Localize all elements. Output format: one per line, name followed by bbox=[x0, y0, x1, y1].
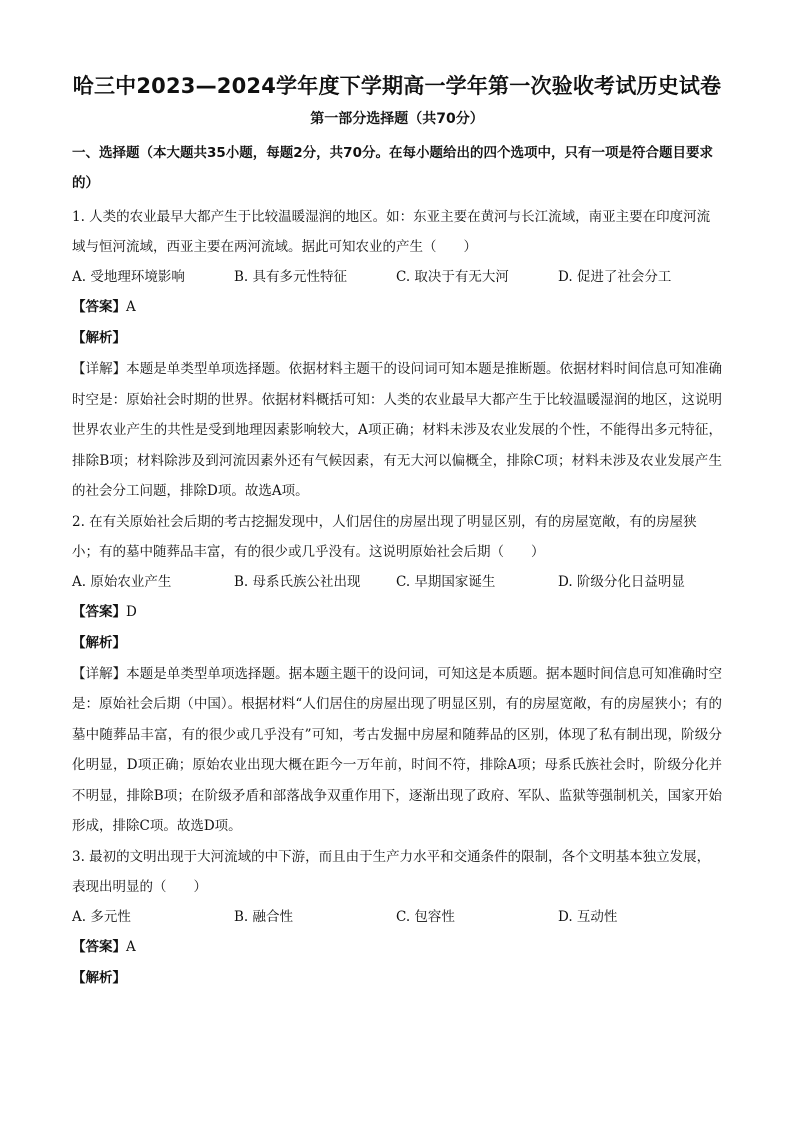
answer-line bbox=[72, 932, 722, 963]
answer-line bbox=[72, 597, 722, 628]
option-d: D. 阶级分化日益明显 bbox=[558, 573, 685, 590]
question-3 bbox=[72, 842, 722, 994]
analysis-label: 【解析】 bbox=[72, 330, 126, 346]
option-b: B. 融合性 bbox=[234, 908, 294, 925]
answer-label: 【答案】 bbox=[72, 299, 126, 315]
option-c: C. 早期国家诞生 bbox=[396, 573, 496, 590]
option-a: A. 原始农业产生 bbox=[72, 573, 172, 590]
option-d: D. 促进了社会分工 bbox=[558, 269, 672, 285]
exam-body bbox=[72, 138, 722, 994]
detail-label: 【详解】 bbox=[72, 361, 127, 377]
question-1 bbox=[72, 202, 722, 507]
answer-value: D bbox=[126, 603, 137, 620]
question-2 bbox=[72, 507, 722, 842]
analysis-line bbox=[72, 963, 722, 994]
option-d: D. 互动性 bbox=[558, 908, 618, 925]
analysis-label: 【解析】 bbox=[72, 634, 126, 651]
answer-value: A bbox=[126, 299, 136, 315]
analysis-line bbox=[72, 628, 722, 659]
detail-text: 本题是单类型单项选择题。依据材料主题干的设问词可知本题是推断题。依据材料时间信息可知准确时空是：原始社会时期的世界。依据材料概括可知：人类的农业最早大都产生于比较温暖湿润的地区，这说明世界农业产生的共性是受到地理因素影响较大，A项正确；材料未涉及农业发展的个性，不能得出多元特征，排除B项；材料除涉及到河流因素外还有气候因素，有无大河以偏概全，排除C项；材料未涉及农业发展产生的社会分工问题，排除D项。故选A项。 bbox=[72, 361, 723, 499]
question-stem: 3. 最初的文明出现于大河流域的中下游，而且由于生产力水平和交通条件的限制，各个文明基本独立发展，表现出明显的（ ） bbox=[72, 848, 711, 895]
analysis-line bbox=[72, 323, 722, 354]
part-subtitle: 第一部分选择题（共70分） bbox=[310, 111, 484, 127]
question-stem: 1. 人类的农业最早大都产生于比较温暖湿润的地区。如：东亚主要在黄河与长江流域，南亚主要在印度河流域与恒河流域，西亚主要在两河流域。据此可知农业的产生（ ） bbox=[72, 209, 711, 255]
analysis-label: 【解析】 bbox=[72, 969, 126, 986]
answer-value: A bbox=[126, 938, 136, 955]
detail-text: 本题是单类型单项选择题。据本题主题干的设问词，可知这是本质题。据本题时间信息可知准确时空是：原始社会后期（中国）。根据材料“人们居住的房屋出现了明显区别，有的房屋宽敞，有的房屋狭小；有的墓中随葬品丰富，有的很少或几乎没有”可知，考古发掘中房屋和随葬品的区别，体现了私有制出现，阶级分化明显，D项正确；原始农业出现大概在距今一万年前，时间不符，排除A项；母系氏族社会时，阶级分化并不明显，排除B项；在阶级矛盾和部落战争双重作用下，逐渐出现了政府、军队、监狱等强制机关，国家开始形成，排除C项。故选D项。 bbox=[72, 665, 723, 834]
option-a: A. 受地理环境影响 bbox=[72, 269, 185, 285]
question-stem: 2. 在有关原始社会后期的考古挖掘发现中，人们居住的房屋出现了明显区别，有的房屋宽敞，有的房屋狭小；有的墓中随葬品丰富，有的很少或几乎没有。这说明原始社会后期（ ） bbox=[72, 513, 697, 560]
section-heading: 一、选择题（本大题共35小题，每题2分，共70分。在每小题给出的四个选项中，只有一项是符合题目要求的） bbox=[72, 145, 713, 191]
option-list bbox=[72, 567, 722, 597]
detail-label: 【详解】 bbox=[72, 665, 127, 682]
answer-label: 【答案】 bbox=[72, 603, 126, 620]
detail-paragraph bbox=[72, 354, 722, 507]
option-b: B. 母系氏族公社出现 bbox=[234, 573, 361, 590]
answer-label: 【答案】 bbox=[72, 938, 126, 955]
option-list bbox=[72, 262, 722, 292]
option-list bbox=[72, 902, 722, 932]
answer-line bbox=[72, 292, 722, 323]
detail-paragraph bbox=[72, 659, 722, 842]
option-b: B. 具有多元性特征 bbox=[234, 269, 348, 285]
option-c: C. 取决于有无大河 bbox=[396, 269, 509, 285]
option-a: A. 多元性 bbox=[72, 908, 131, 925]
option-c: C. 包容性 bbox=[396, 908, 455, 925]
exam-title: 哈三中2023—2024学年度下学期高一学年第一次验收考试历史试卷 bbox=[72, 74, 722, 98]
